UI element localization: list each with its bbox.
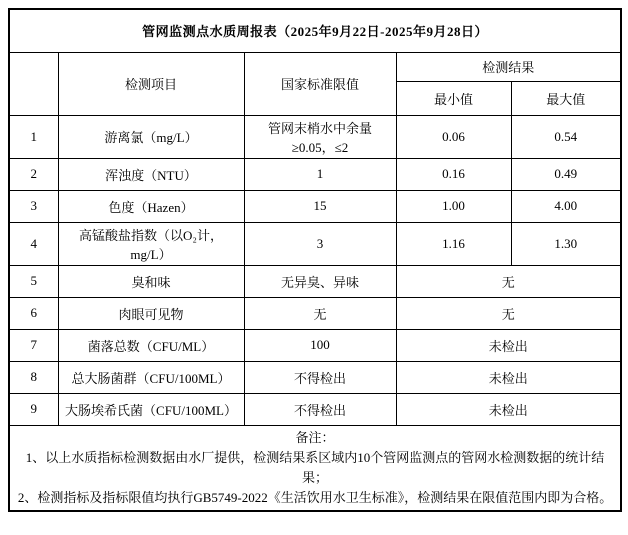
header-min-cell: 最小值 <box>396 81 511 115</box>
item-cell: 菌落总数（CFU/ML） <box>58 329 244 361</box>
header-no-cell <box>9 52 58 115</box>
max-value-cell: 1.30 <box>511 222 621 265</box>
row-number-cell: 1 <box>9 115 58 158</box>
notes-row <box>9 425 621 511</box>
table-row <box>9 190 621 222</box>
table-row <box>9 393 621 425</box>
table-row <box>9 297 621 329</box>
limit-cell: 15 <box>244 190 396 222</box>
row-number-cell: 2 <box>9 158 58 190</box>
row-number-cell: 8 <box>9 361 58 393</box>
item-cell: 浑浊度（NTU） <box>58 158 244 190</box>
min-value-cell: 1.16 <box>396 222 511 265</box>
limit-cell: 无 <box>244 297 396 329</box>
min-value-cell: 0.16 <box>396 158 511 190</box>
item-cell: 总大肠菌群（CFU/100ML） <box>58 361 244 393</box>
note-line-2: 2、检测指标及指标限值均执行GB5749-2022《生活饮用水卫生标准》，检测结果在限值范围内即为合格。 <box>17 489 613 505</box>
row-number-cell: 5 <box>9 265 58 297</box>
result-cell: 无 <box>396 297 621 329</box>
header-result-group-cell: 检测结果 <box>396 52 621 81</box>
note-line-1: 1、以上水质指标检测数据由水厂提供，检测结果系区域内10个管网监测点的管网水检测数据的统计结果； <box>25 449 605 485</box>
limit-cell: 不得检出 <box>244 361 396 393</box>
title-row <box>9 9 621 52</box>
item-cell: 高锰酸盐指数（以O₂计，mg/L） <box>58 222 244 265</box>
row-number-cell: 3 <box>9 190 58 222</box>
header-max-cell: 最大值 <box>511 81 621 115</box>
header-row-top <box>9 52 621 81</box>
table-row <box>9 361 621 393</box>
header-item-cell: 检测项目 <box>58 52 244 115</box>
max-value-cell: 4.00 <box>511 190 621 222</box>
row-number-cell: 9 <box>9 393 58 425</box>
result-cell: 未检出 <box>396 393 621 425</box>
limit-cell: 不得检出 <box>244 393 396 425</box>
water-quality-report-table <box>8 8 622 512</box>
item-cell: 肉眼可见物 <box>58 297 244 329</box>
report-title: 管网监测点水质周报表（2025年9月22日-2025年9月28日） <box>9 9 621 52</box>
result-cell: 无 <box>396 265 621 297</box>
row-number-cell: 7 <box>9 329 58 361</box>
limit-cell: 管网末梢水中余量≥0.05，≤2 <box>244 115 396 158</box>
table-row <box>9 265 621 297</box>
row-number-cell: 4 <box>9 222 58 265</box>
limit-cell: 无异臭、异味 <box>244 265 396 297</box>
limit-cell: 3 <box>244 222 396 265</box>
notes-label: 备注： <box>295 429 335 445</box>
notes-cell <box>9 425 621 511</box>
max-value-cell: 0.54 <box>511 115 621 158</box>
result-cell: 未检出 <box>396 361 621 393</box>
item-cell: 游离氯（mg/L） <box>58 115 244 158</box>
item-cell: 大肠埃希氏菌（CFU/100ML） <box>58 393 244 425</box>
table-row <box>9 329 621 361</box>
max-value-cell: 0.49 <box>511 158 621 190</box>
min-value-cell: 0.06 <box>396 115 511 158</box>
limit-cell: 100 <box>244 329 396 361</box>
table-row <box>9 158 621 190</box>
table-row <box>9 115 621 158</box>
item-cell: 色度（Hazen） <box>58 190 244 222</box>
result-cell: 未检出 <box>396 329 621 361</box>
header-limit-cell: 国家标准限值 <box>244 52 396 115</box>
item-cell: 臭和味 <box>58 265 244 297</box>
limit-cell: 1 <box>244 158 396 190</box>
min-value-cell: 1.00 <box>396 190 511 222</box>
table-row <box>9 222 621 265</box>
row-number-cell: 6 <box>9 297 58 329</box>
